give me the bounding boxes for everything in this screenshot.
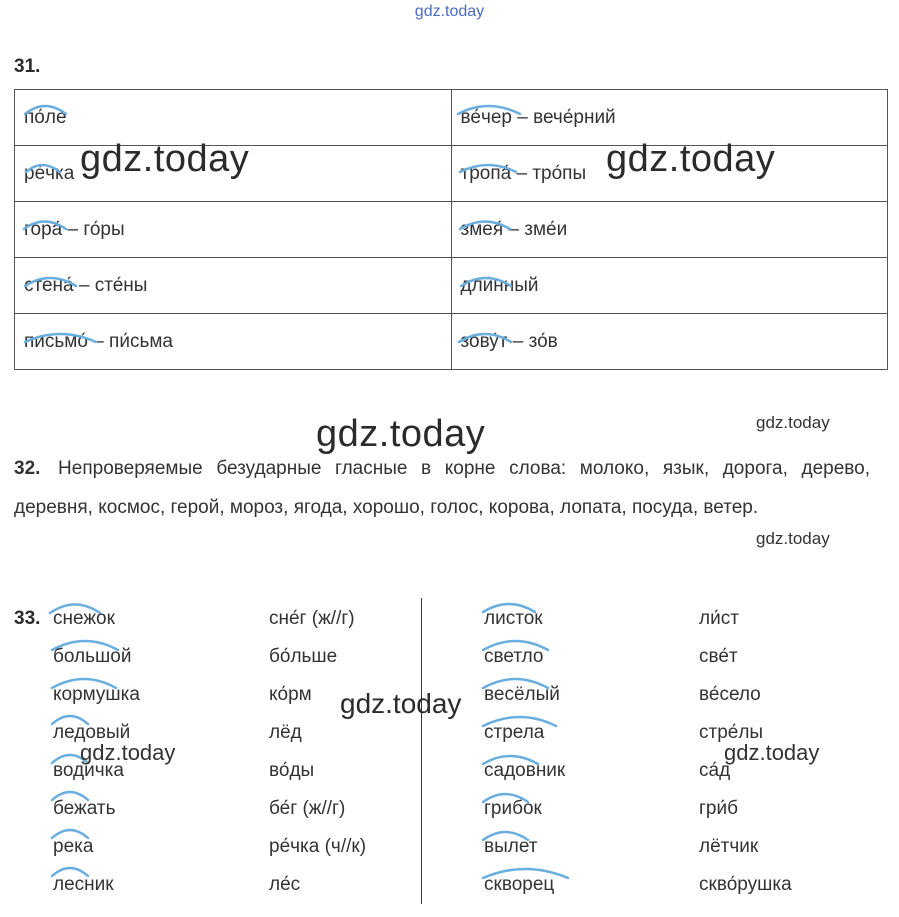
exercise-33-number: 33. [14, 608, 41, 629]
exercise-32-number: 32. [14, 458, 41, 479]
exercise-32-paragraph [14, 449, 870, 527]
list-item: бо́льше [269, 646, 338, 667]
table-cell: стена́ – сте́ны [15, 258, 452, 314]
watermark: gdz.today [80, 138, 250, 180]
root-arc [26, 165, 60, 172]
list-item: стрела [484, 722, 545, 743]
table-cell: по́ле [15, 90, 452, 146]
table-cell: змея́ – зме́и [451, 202, 888, 258]
exercise-33-col3 [484, 600, 565, 904]
list-item: ле́с [269, 874, 301, 895]
table-cell: письмо́ – пи́сьма [15, 314, 452, 370]
list-item: скворец [484, 874, 555, 895]
watermark: gdz.today [606, 138, 776, 180]
list-item: сне́г (ж//г) [269, 608, 355, 629]
root-arc [460, 222, 510, 230]
watermark: gdz.today [756, 529, 830, 548]
list-item: лётчик [699, 836, 759, 857]
list-item: вылет [484, 836, 538, 857]
root-arc [461, 278, 511, 286]
root-arc [25, 334, 96, 342]
list-item: све́т [699, 646, 738, 667]
watermark: gdz.today [724, 740, 820, 765]
list-item: река [53, 836, 94, 857]
root-arc [25, 106, 66, 114]
list-item: бе́г (ж//г) [269, 798, 346, 819]
root-arc [458, 106, 520, 114]
list-item: водичка [53, 760, 124, 781]
list-item: листок [484, 608, 543, 629]
watermark: gdz.today [80, 740, 176, 765]
table-cell: гора́ – го́ры [15, 202, 452, 258]
exercise-31-number: 31. [14, 56, 41, 77]
exercise-33-col2 [269, 600, 366, 904]
table-cell: ве́чер – вече́рний [451, 90, 888, 146]
list-item: кормушка [53, 684, 140, 705]
table-cell: дли́нный [451, 258, 888, 314]
table-cell: зову́т – зо́в [451, 314, 888, 370]
list-item: ли́ст [699, 608, 739, 629]
list-item: лесник [53, 874, 114, 895]
watermark-top: gdz.today [414, 3, 485, 20]
column-divider [421, 598, 422, 904]
list-item: грибок [484, 798, 542, 819]
list-item: ре́чка (ч//к) [269, 836, 367, 857]
list-item: скво́рушка [699, 874, 792, 895]
table-cell: ре́чка [15, 146, 452, 202]
list-item: весёлый [484, 684, 560, 705]
list-item: ко́рм [269, 684, 312, 705]
list-item: садовник [484, 760, 566, 781]
list-item: большой [53, 646, 132, 667]
root-arc [24, 222, 66, 230]
list-item: ве́село [699, 684, 761, 705]
list-item: светло [484, 646, 544, 667]
root-arc [460, 165, 516, 172]
list-item: ледовый [53, 722, 131, 743]
watermark: gdz.today [756, 413, 830, 432]
list-item: снежок [53, 608, 115, 629]
list-item: во́ды [269, 760, 315, 781]
watermark: gdz.today [316, 413, 486, 455]
root-arc [459, 334, 511, 342]
table-cell: тропа́ – тро́пы [451, 146, 888, 202]
exercise-32-text: Непроверяемые безударные гласные в корне слова: молоко, язык, дорога, дерево, деревня, космос, герой, мороз, ягода, хорошо, голос, корова, лопата, посуда, ветер. [14, 458, 870, 518]
root-arc [25, 278, 76, 286]
list-item: бежать [53, 798, 116, 819]
list-item: лёд [269, 722, 302, 743]
list-item: стре́лы [699, 722, 764, 743]
list-item: са́д [699, 760, 731, 781]
list-item: гри́б [699, 798, 738, 819]
watermark: gdz.today [340, 688, 462, 719]
